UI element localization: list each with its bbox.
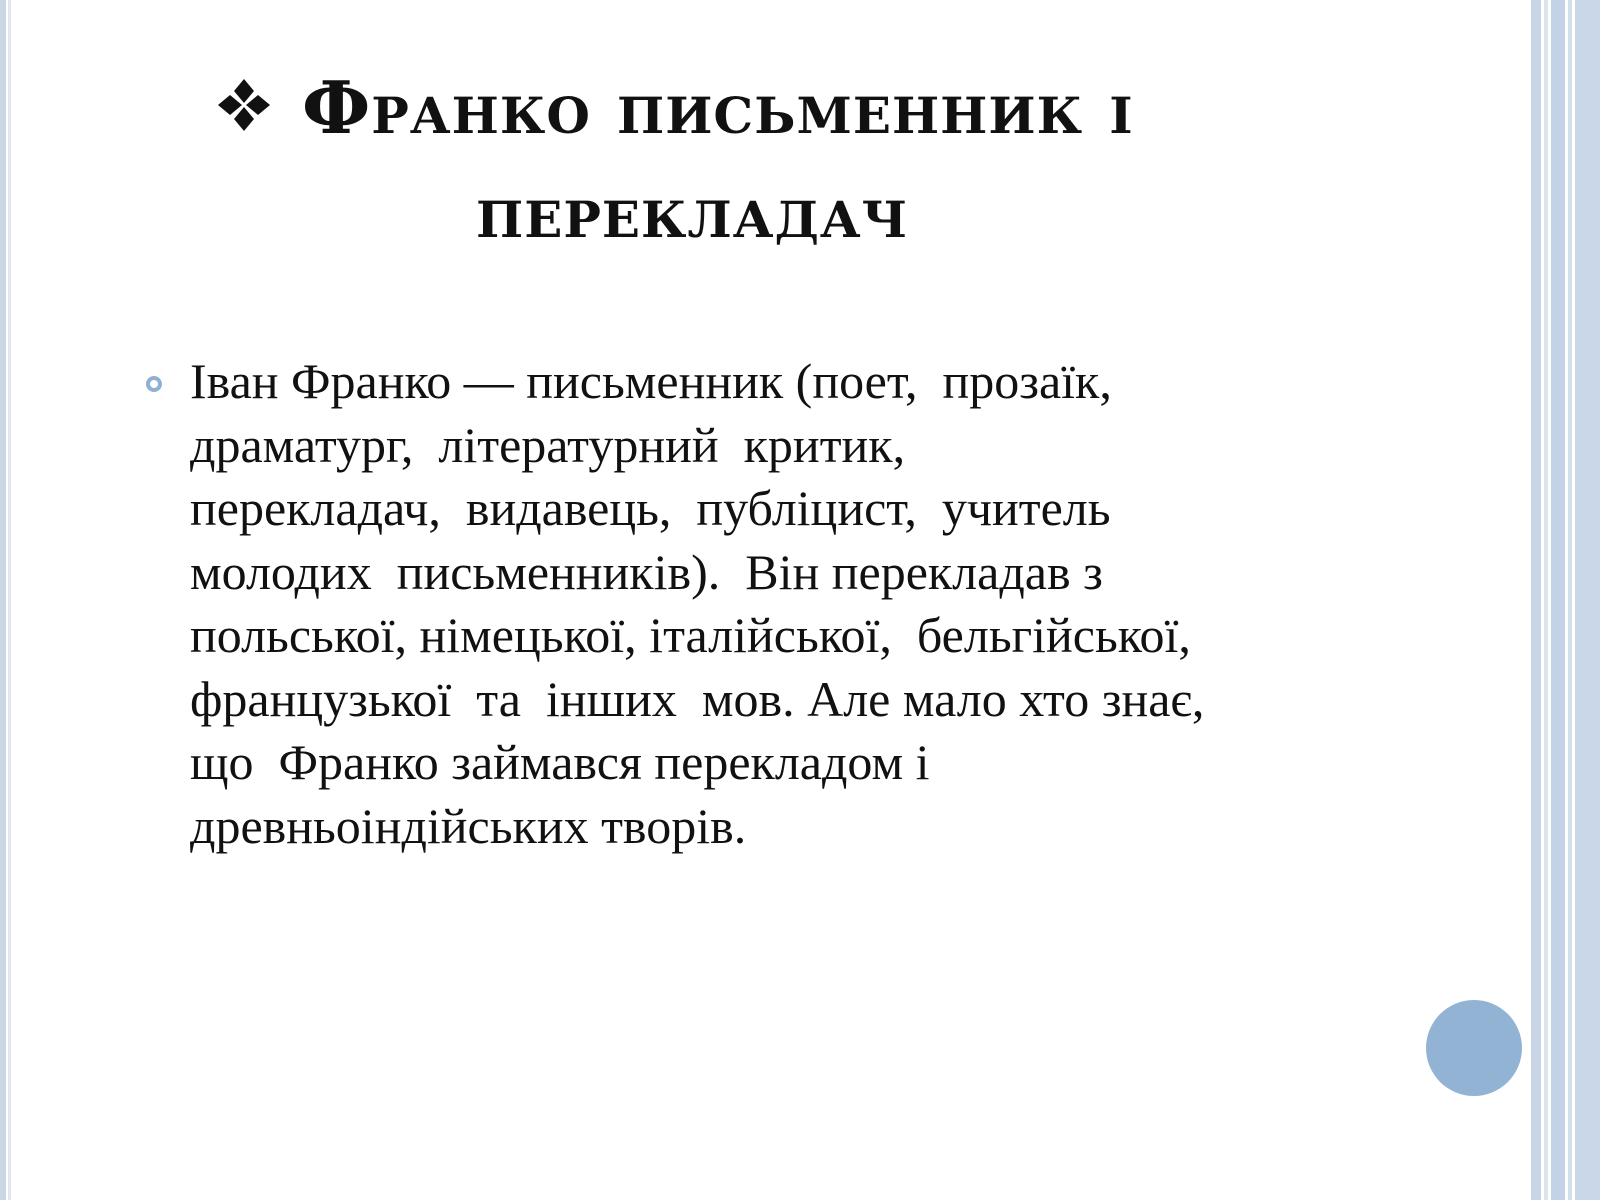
body-line: польської, німецької, італійської, бельгійської, [190,607,1191,663]
body-line: молодих письменників). Він перекладав з [190,543,1103,600]
title-line-1 [180,56,1480,160]
body-line: драматург, літературний критик, [190,416,906,473]
title-text-1: Франко письменник і [302,65,1134,150]
body-line: древньоіндійських творів. [190,797,747,854]
ring-bullet-icon [146,376,162,392]
body-line: французької та інших мов. Але мало хто знає, [190,670,1205,727]
decorative-circle [1426,1000,1522,1096]
right-border-stripe [1531,0,1541,1200]
right-border-stripe [1551,0,1565,1200]
slide-title [180,56,1480,264]
body-line: що Франко займався перекладом і [190,734,930,790]
four-diamond-icon [216,77,272,133]
title-line-2: перекладач [476,169,909,254]
left-border-stripe-thin [8,0,11,1200]
right-border-stripe [1575,0,1600,1200]
right-border-stripe [1568,0,1572,1200]
bullet-text [190,350,1440,858]
bullet-item [140,350,1440,858]
body-line: Іван Франко — письменник (поет, прозаїк, [190,353,1112,409]
content-area [140,350,1440,858]
left-border-stripe [0,0,6,1200]
body-line: перекладач, видавець, публіцист, учитель [190,480,1111,536]
right-border-stripe [1544,0,1548,1200]
